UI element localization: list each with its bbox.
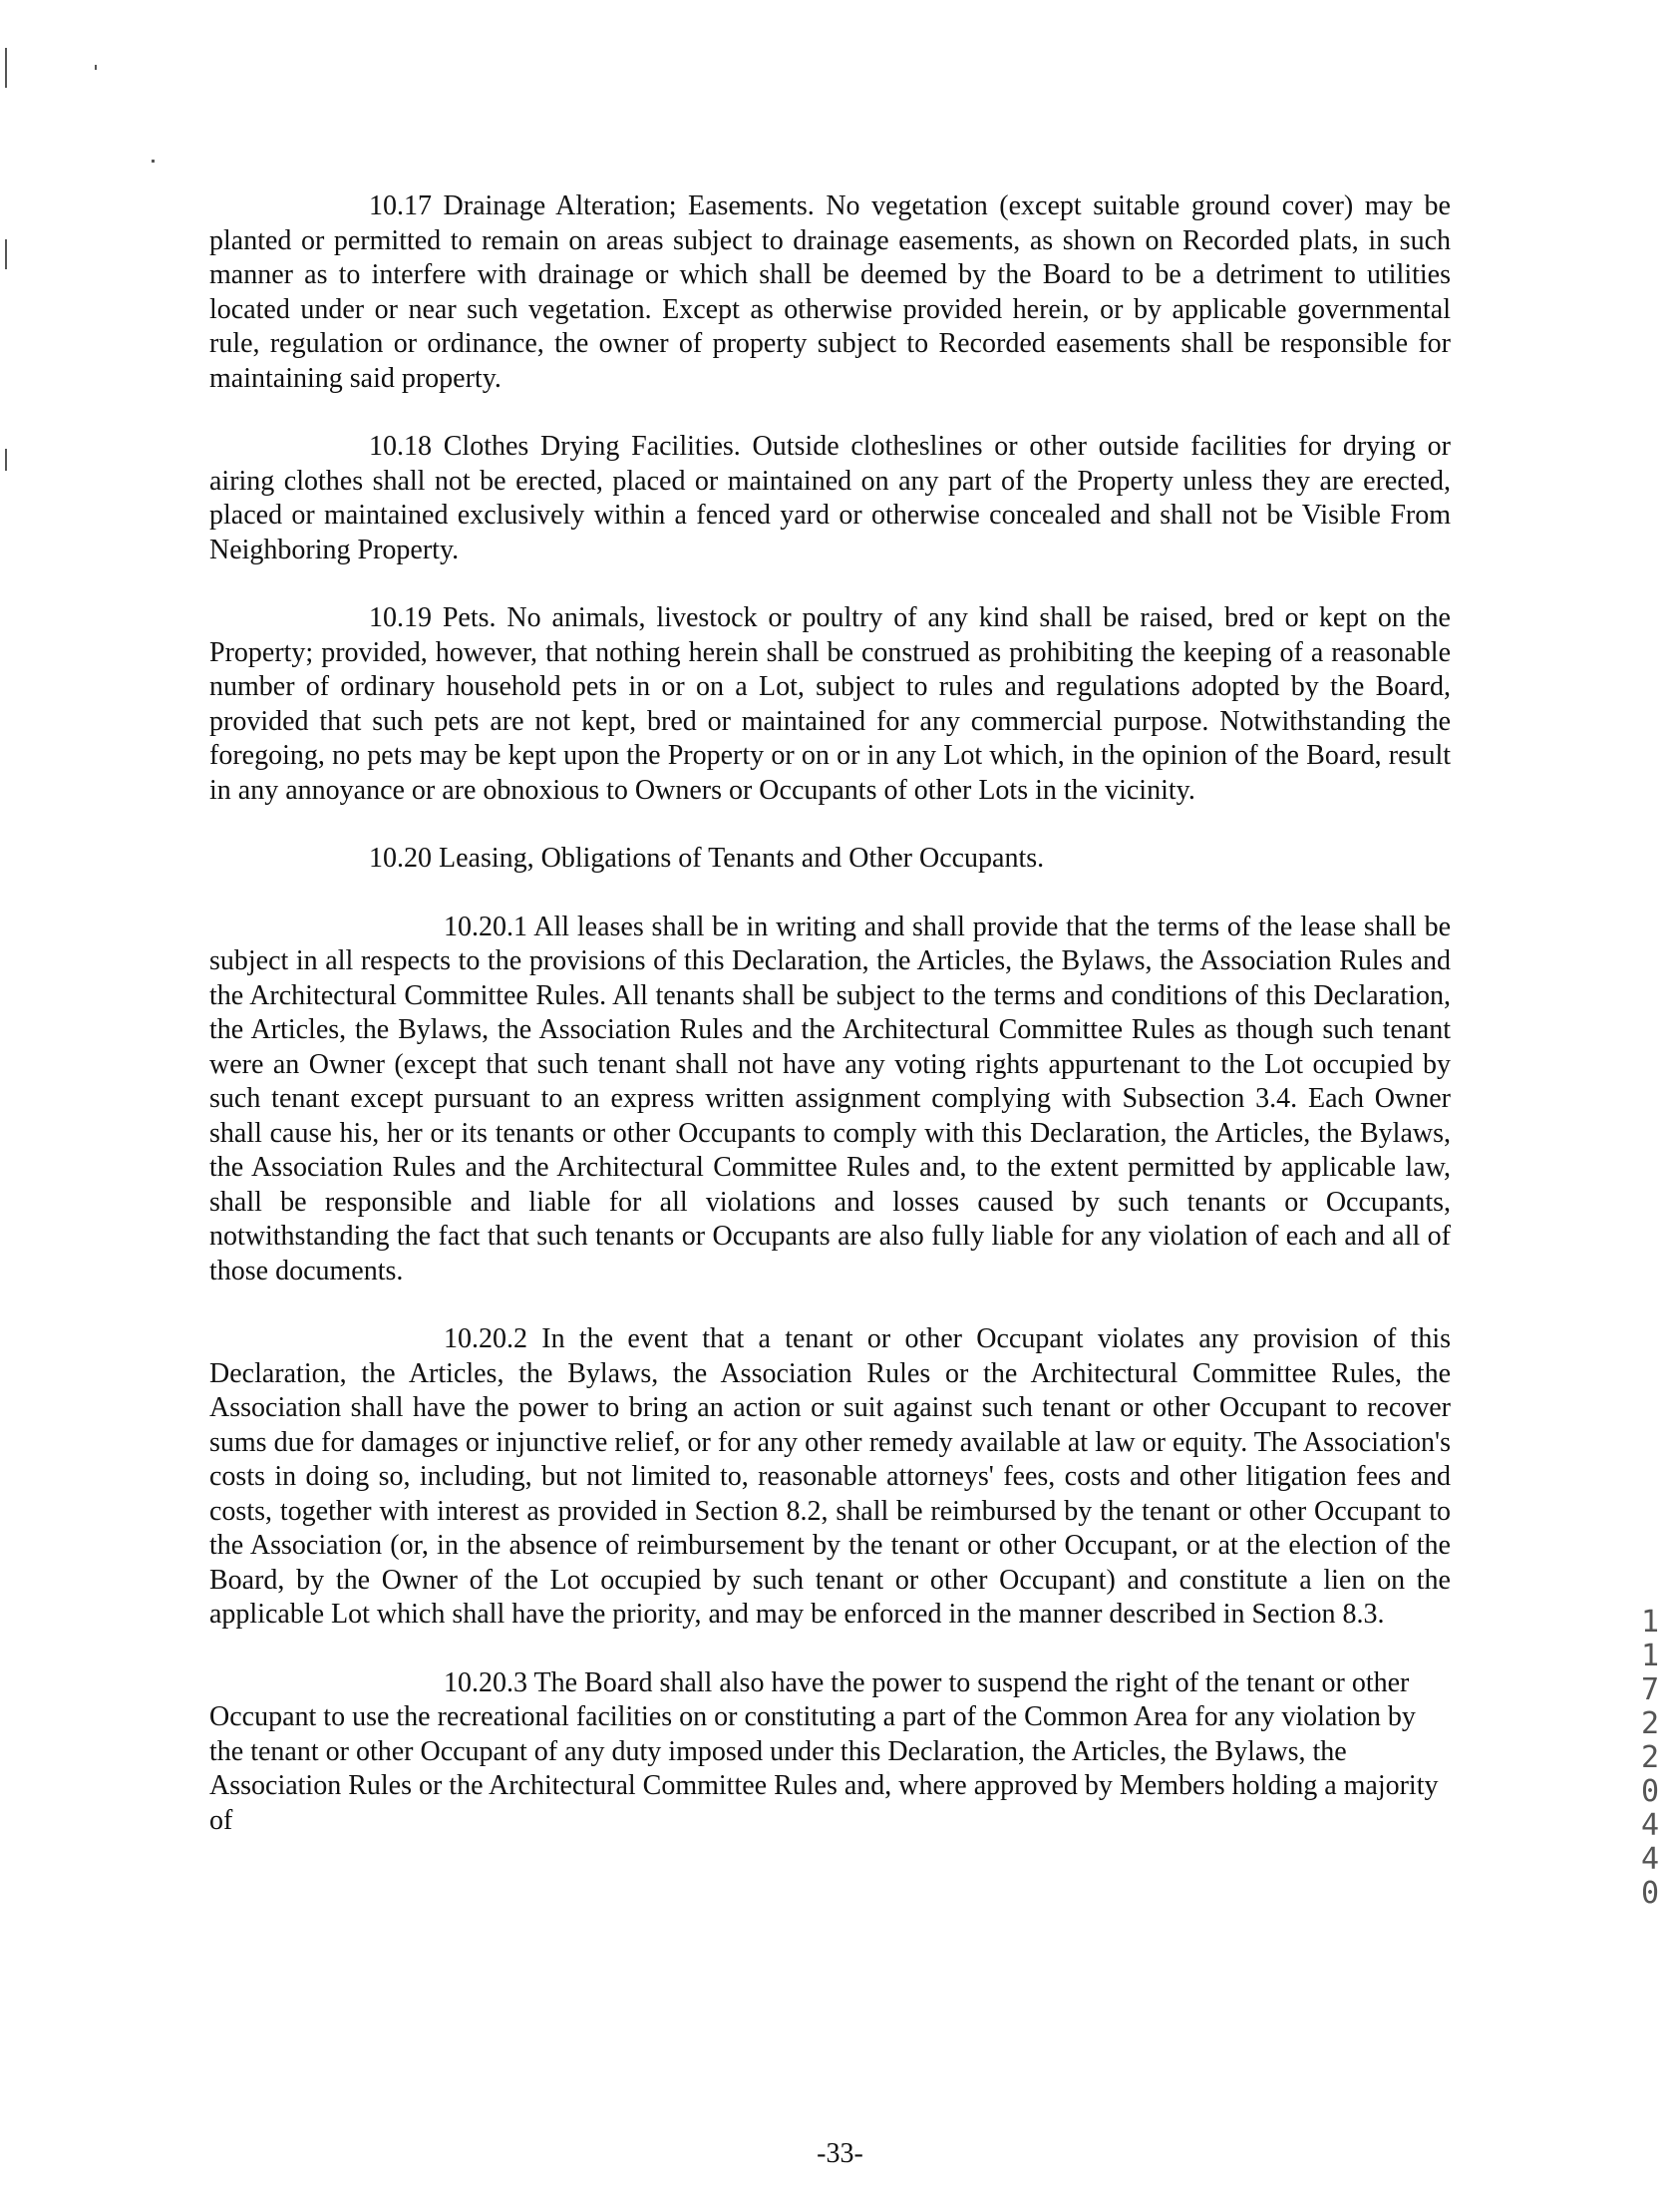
scan-mark [5,48,7,88]
paragraph-10-19: 10.19 Pets. No animals, livestock or poultry of any kind shall be raised, bred or kept on the Property; provided, however, that nothing herein shall be construed as prohibiting the keeping of a reasonable number of ordinary household pets in or on a Lot, subject to rules and regulations adopted by the Board, provided that such pets are not kept, bred or maintained for any commercial purpose. Notwithstanding the foregoing, no pets may be kept upon the Property or on or in any Lot which, in the opinion of the Board, result in any annoyance or are obnoxious to Owners or Occupants of other Lots in the vicinity. [209,602,1451,806]
paragraph-10-20-2: 10.20.2 In the event that a tenant or other Occupant violates any provision of this Declaration, the Articles, the Bylaws, the Association Rules or the Architectural Committee Rules, the Association shall have the power to bring an action or suit against such tenant or other Occupant to recover sums due for damages or injunctive relief, or for any other remedy available at law or equity. The Association's costs in doing so, including, but not limited to, reasonable attorneys' fees, costs and other litigation fees and costs, together with interest as provided in Section 8.2, shall be reimbursed by the tenant or other Occupant to the Association (or, in the absence of reimbursement by the tenant or other Occupant, or at the election of the Board, by the Owner of the Lot occupied by such tenant or other Occupant) and constitute a lien on the applicable Lot which shall have the priority, and may be enforced in the manner described in Section 8.3. [209,1323,1451,1630]
paragraph-10-20-3: 10.20.3 The Board shall also have the power to suspend the right of the tenant or other Occupant to use the recreational facilities on or constituting a part of the Common Area for any violation by the tenant or other Occupant of any duty imposed under this Declaration, the Articles, the Bylaws, the Association Rules or the Architectural Committee Rules and, where approved by Members holding a majority of [209,1666,1439,1836]
recording-number-stamp: 11722 0440 [1640,1605,1660,1911]
scan-mark [5,239,7,269]
paragraph-10-18: 10.18 Clothes Drying Facilities. Outside clotheslines or other outside facilities for drying or airing clothes shall not be erected, placed or maintained on any part of the Property unless they are erected, placed or maintained exclusively within a fenced yard or otherwise concealed and shall not be Visible From Neighboring Property. [209,431,1451,565]
document-body [209,189,1451,1838]
heading-10-20: 10.20 Leasing, Obligations of Tenants and Other Occupants. [369,843,1045,874]
page-number: -33- [817,2138,863,2169]
scan-mark [152,160,155,163]
paragraph-10-20-1: 10.20.1 All leases shall be in writing and shall provide that the terms of the lease shall be subject in all respects to the provisions of this Declaration, the Articles, the Bylaws, the Association Rules and the Architectural Committee Rules. All tenants shall be subject to the terms and conditions of this Declaration, the Articles, the Bylaws, the Association Rules and the Architectural Committee Rules as though such tenant were an Owner (except that such tenant shall not have any voting rights appurtenant to the Lot occupied by such tenant except pursuant to an express written assignment complying with Subsection 3.4. Each Owner shall cause his, her or its tenants or other Occupants to comply with this Declaration, the Articles, the Bylaws, the Association Rules and the Architectural Committee Rules and, to the extent permitted by applicable law, shall be responsible and liable for all violations and losses caused by such tenants or Occupants, notwithstanding the fact that such tenants or Occupants are also fully liable for any violation of each and all of those documents. [209,911,1451,1286]
paragraph-10-17: 10.17 Drainage Alteration; Easements. No vegetation (except suitable ground cover) may be planted or permitted to remain on areas subject to drainage easements, as shown on Recorded plats, in such manner as to interfere with drainage or which shall be deemed by the Board to be a detriment to utilities located under or near such vegetation. Except as otherwise provided herein, or by applicable governmental rule, regulation or ordinance, the owner of property subject to Recorded easements shall be responsible for maintaining said property. [209,190,1451,394]
scan-mark [95,65,97,70]
scan-mark [5,449,7,471]
